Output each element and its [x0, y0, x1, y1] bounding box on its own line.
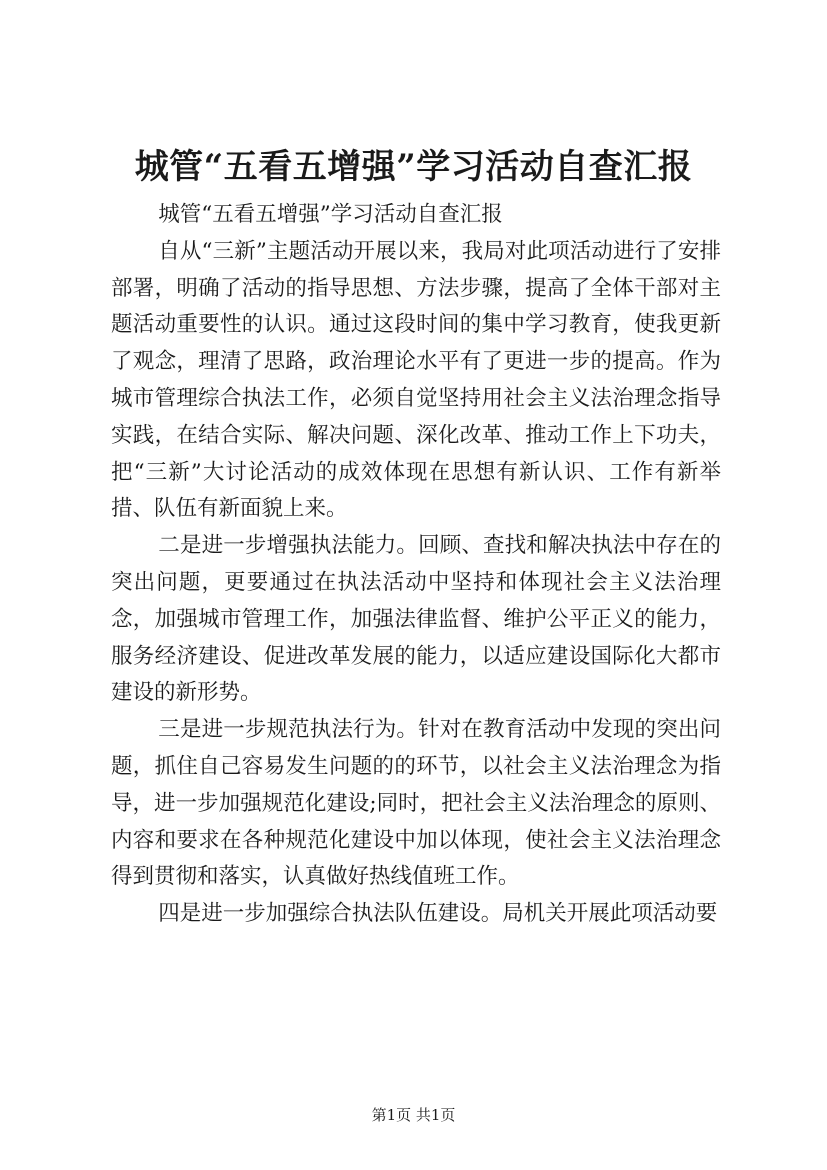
paragraph-enforcement-conduct: 三是进一步规范执法行为。针对在教育活动中发现的突出问题，抓住自己容易发生问题的的环节，以社会主义法治理念为指导，进一步加强规范化建设;同时，把社会主义法治理念的原则、内容和要求在各种规范化建设中加以体现，使社会主义法治理念得到贯彻和落实，认真做好热线值班工作。	[111, 717, 721, 890]
page-number-footer: 第1页 共1页	[371, 1106, 456, 1124]
paragraph-enforcement-ability: 二是进一步增强执法能力。回顾、查找和解决执法中存在的突出问题，更要通过在执法活动中坚持和体现社会主义法治理念，加强城市管理工作，加强法律监督、维护公平正义的能力，服务经济建设、促进改革发展的能力，以适应建设国际化大都市建设的新形势。	[111, 533, 721, 706]
document-title: 城管“五看五增强”学习活动自查汇报	[134, 147, 693, 187]
paragraph-team-building: 四是进一步加强综合执法队伍建设。局机关开展此项活动要	[158, 901, 718, 927]
document-body	[111, 197, 721, 933]
subtitle-paragraph: 城管“五看五增强”学习活动自查汇报	[158, 202, 503, 227]
paragraph-intro: 自从“三新”主题活动开展以来，我局对此项活动进行了安排部署，明确了活动的指导思想、方法步骤，提高了全体干部对主题活动重要性的认识。通过这段时间的集中学习教育，使我更新了观念，理清了思路，政治理论水平有了更进一步的提高。作为城市管理综合执法工作，必须自觉坚持用社会主义法治理念指导实践，在结合实际、解决问题、深化改革、推动工作上下功夫，把“三新”大讨论活动的成效体现在思想有新认识、工作有新举措、队伍有新面貌上来。	[111, 238, 721, 522]
